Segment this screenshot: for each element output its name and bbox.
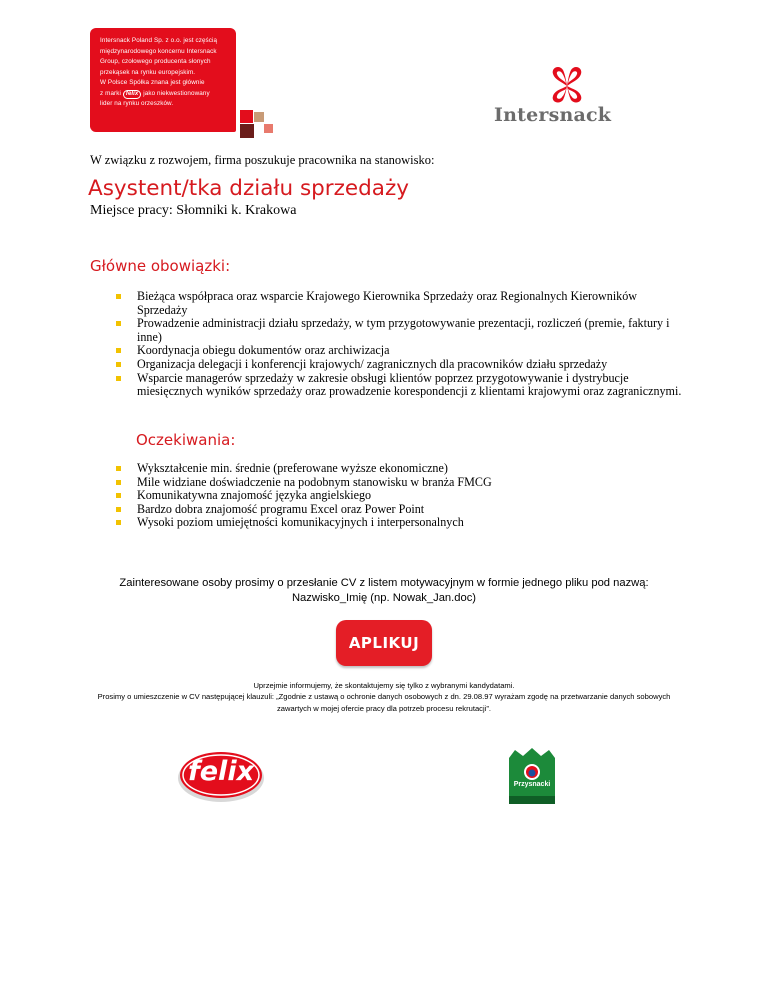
decor-square — [264, 124, 273, 133]
expectations-list — [114, 462, 674, 530]
list-item-text: Organizacja delegacji i konferencji krajowych/ zagranicznych dla pracowników działu sprzedaży — [137, 356, 608, 371]
duties-list — [114, 290, 684, 399]
list-item — [114, 317, 684, 344]
bullet-icon — [116, 321, 121, 326]
cv-request-line: Zainteresowane osoby prosimy o przesłanie CV z listem motywacyjnym w formie jednego pliku pod nazwą: — [119, 577, 649, 589]
info-line — [100, 89, 226, 100]
intro-text: W związku z rozwojem, firma poszukuje pracownika na stanowisko: — [90, 153, 435, 167]
list-item-text: Mile widziane doświadczenie na podobnym stanowisku w branża FMCG — [137, 474, 492, 489]
list-item — [114, 516, 674, 530]
job-title: Asystent/tka działu sprzedaży — [88, 176, 409, 201]
bullet-icon — [116, 480, 121, 485]
expectations-heading: Oczekiwania: — [136, 431, 236, 449]
list-item-text: Koordynacja obiegu dokumentów oraz archiwizacja — [137, 343, 390, 358]
bullet-icon — [116, 466, 121, 471]
list-item — [114, 503, 674, 517]
list-item-text: Wysoki poziom umiejętności komunikacyjnych i interpersonalnych — [137, 515, 464, 530]
przysnacki-logo-icon — [505, 748, 559, 806]
list-item-text: Bieżąca współpraca oraz wsparcie Krajowego Kierownika Sprzedaży oraz Regionalnych Kierowników Sprzedaży — [137, 289, 638, 317]
info-line: przekąsek na rynku europejskim. — [100, 68, 196, 76]
bullet-icon — [116, 294, 121, 299]
bullet-icon — [116, 362, 121, 367]
bullet-icon — [116, 348, 121, 353]
cv-request — [84, 576, 684, 606]
duties-heading: Główne obowiązki: — [90, 257, 231, 275]
bullet-icon — [116, 376, 121, 381]
cv-filename-format: Nazwisko_Imię (np. Nowak_Jan.doc) — [291, 592, 477, 604]
decor-square — [240, 110, 253, 123]
list-item-text: Wsparcie managerów sprzedaży w zakresie obsługi klientów poprzez przygotowywanie i dystrybucje miesięcznych wyników sprzedaży oraz prowadzenie korespondencji z klientami krajowymi oraz zagranicznymi. — [137, 370, 682, 399]
list-item — [114, 489, 674, 503]
list-item — [114, 372, 684, 399]
list-item-text: Prowadzenie administracji działu sprzedaży, w tym przygotowywanie prezentacji, rozliczeń (premie, faktury i inne) — [137, 316, 670, 344]
contact-notice: Uprzejmie informujemy, że skontaktujemy się tylko z wybranymi kandydatami. — [253, 681, 515, 690]
info-line: Group, czołowego producenta słonych — [100, 58, 211, 65]
bullet-icon — [116, 493, 121, 498]
list-item — [114, 358, 684, 372]
job-location: Miejsce pracy: Słomniki k. Krakowa — [90, 203, 297, 218]
list-item — [114, 476, 674, 490]
decor-square — [240, 124, 254, 138]
list-item — [114, 462, 674, 476]
data-protection-clause: Prosimy o umieszczenie w CV następującej klauzuli: „Zgodnie z ustawą o ochronie danych osobowych z dn. 29.08.97 wyrażam zgodę na przetwarzanie danych sobowych zawartych w mojej ofercie pracy dla potrzeb procesu rekrutacji”. — [97, 692, 671, 713]
info-line: lider na rynku orzeszków. — [100, 100, 174, 107]
apply-button[interactable]: APLIKUJ — [336, 620, 432, 666]
list-item — [114, 290, 684, 317]
info-line: W Polsce Spółka znana jest głównie — [100, 79, 205, 86]
bullet-icon — [116, 507, 121, 512]
felix-mini-mark: felix — [123, 90, 142, 99]
info-line-suffix: jako niekwestionowany — [143, 89, 210, 97]
company-info-box — [90, 28, 236, 132]
list-item-text: Bardzo dobra znajomość programu Excel oraz Power Point — [137, 501, 425, 516]
info-line: międzynarodowego koncernu Intersnack — [100, 47, 217, 55]
list-item-text: Komunikatywna znajomość języka angielskiego — [137, 488, 372, 503]
list-item — [114, 344, 684, 358]
felix-logo-text: felix — [188, 756, 254, 787]
info-line: Intersnack Poland Sp. z o.o. jest częścią — [100, 37, 218, 44]
decor-square — [254, 112, 264, 122]
bullet-icon — [116, 520, 121, 525]
intersnack-logo-text: Intersnack — [494, 104, 612, 126]
przysnacki-logo-text: Przysnacki — [513, 781, 551, 788]
info-line-prefix: z marki — [100, 89, 121, 97]
list-item-text: Wykształcenie min. średnie (preferowane wyższe ekonomiczne) — [137, 461, 448, 475]
